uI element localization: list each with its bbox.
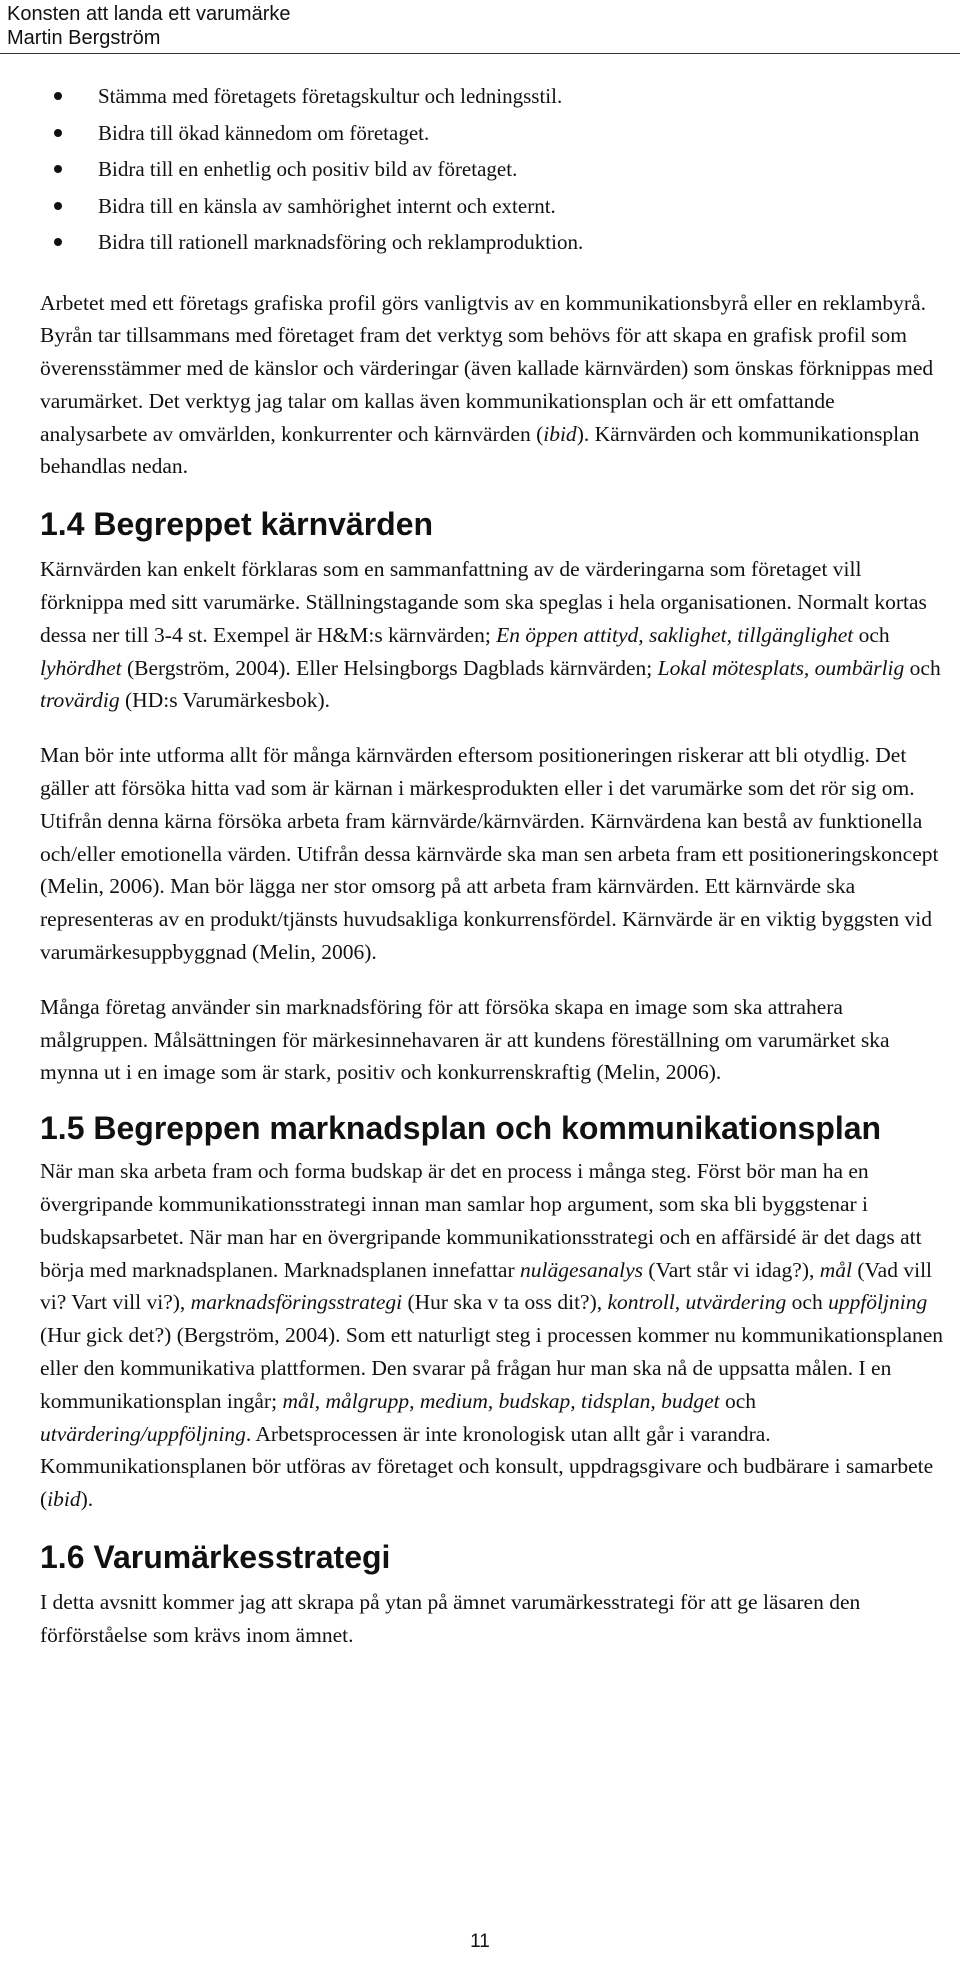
list-item: Bidra till ökad kännedom om företaget.: [40, 115, 945, 152]
bullet-icon: [54, 202, 62, 210]
list-item: Bidra till rationell marknadsföring och reklamproduktion.: [40, 224, 945, 261]
bullet-icon: [54, 92, 62, 100]
section-heading-1-5: 1.5 Begreppen marknadsplan och kommunikationsplan: [40, 1110, 882, 1147]
section-heading-1-6: 1.6 Varumärkesstrategi: [40, 1539, 391, 1575]
paragraph-marknadsplan: När man ska arbeta fram och forma budskap är det en process i många steg. Först bör man ha en övergripande kommunikationsstrategi innan man samlar hop argument, som ska bli byggstenar i budskapsarbetet. När man har en övergripande kommunikationsstrategi och en affärsidé är det dags att börja med marknadsplanen. Marknadsplanen innefattar nulägesanalys (Vart står vi idag?), mål (Vad vill vi? Vart vill vi?), marknadsföringsstrategi (Hur ska v ta oss dit?), kontroll, utvärdering och uppföljning (Hur gick det?) (Bergström, 2004). Som ett naturligt steg i processen kommer nu kommunikationsplanen eller den kommunikativa plattformen. Den svarar på frågan hur man ska nå de uppsatta målen. I en kommunikationsplan ingår; mål, målgrupp, medium, budskap, tidsplan, budget och utvärdering/uppföljning. Arbetsprocessen är inte kronologisk utan allt går i varandra. Kommunikationsplanen bör utföras av företaget och konsult, uppdragsgivare och budbärare i samarbete (ibid).: [40, 1159, 944, 1512]
bullet-icon: [54, 129, 62, 137]
paragraph-varumarkesstrategi: I detta avsnitt kommer jag att skrapa på ytan på ämnet varumärkesstrategi för att ge läsaren den förförståelse som krävs inom ämnet.: [40, 1590, 861, 1647]
page-header: [7, 2, 291, 50]
list-item: Bidra till en enhetlig och positiv bild av företaget.: [40, 151, 945, 188]
bullet-icon: [54, 238, 62, 246]
page-number: 11: [470, 1931, 490, 1952]
list-item: Stämma med företagets företagskultur och ledningsstil.: [40, 78, 945, 115]
paragraph-image: Många företag använder sin marknadsföring för att försöka skapa en image som ska attrahera målgruppen. Målsättningen för märkesinnehavaren är att kundens föreställning om varumärket ska mynna ut i en image som är stark, positiv och konkurrenskraftig (Melin, 2006).: [40, 994, 890, 1085]
header-divider: [0, 53, 960, 54]
page-content: [40, 78, 945, 1652]
bullet-list: [40, 78, 945, 261]
bullet-icon: [54, 165, 62, 173]
section-heading-1-4: 1.4 Begreppet kärnvärden: [40, 506, 434, 543]
document-title: Konsten att landa ett varumärke: [7, 3, 291, 25]
author-name: Martin Bergström: [7, 27, 161, 49]
paragraph-grafisk-profil: Arbetet med ett företags grafiska profil görs vanligtvis av en kommunikationsbyrå eller en reklambyrå. Byrån tar tillsammans med företaget fram det verktyg som behövs för att skapa en grafisk profil som överensstämmer med de känslor och värderingar (även kallade kärnvärden) som önskas förknippas med varumärket. Det verktyg jag talar om kallas även kommunikationsplan och är ett omfattande analysarbete av omvärlden, konkurrenter och kärnvärden (ibid). Kärnvärden och kommunikationsplan behandlas nedan.: [40, 290, 934, 479]
paragraph-karnvarden: Kärnvärden kan enkelt förklaras som en sammanfattning av de värderingarna som företaget vill förknippa med sitt varumärke. Ställningstagande som ska speglas i hela organisationen. Normalt kortas dessa ner till 3-4 st. Exempel är H&M:s kärnvärden; En öppen attityd, saklighet, tillgänglighet och lyhördhet (Bergström, 2004). Eller Helsingborgs Dagblads kärnvärden; Lokal mötesplats, oumbärlig och trovärdig (HD:s Varumärkesbok).: [40, 557, 941, 713]
paragraph-positionering: Man bör inte utforma allt för många kärnvärden eftersom positioneringen riskerar att bli otydlig. Det gäller att försöka hitta vad som är kärnan i märkesprodukten eller i det varumärke som det rör sig om. Utifrån denna kärna försöka arbeta fram kärnvärde/kärnvärden. Kärnvärdena kan bestå av funktionella och/eller emotionella värden. Utifrån dessa kärnvärde ska man sen arbeta fram ett positioneringskoncept (Melin, 2006). Man bör lägga ner stor omsorg på att arbeta fram kärnvärden. Ett kärnvärde ska representeras av en produkt/tjänsts huvudsakliga konkurrensfördel. Kärnvärde är en viktig byggsten vid varumärkesuppbyggnad (Melin, 2006).: [40, 743, 939, 965]
list-item: Bidra till en känsla av samhörighet internt och externt.: [40, 188, 945, 225]
